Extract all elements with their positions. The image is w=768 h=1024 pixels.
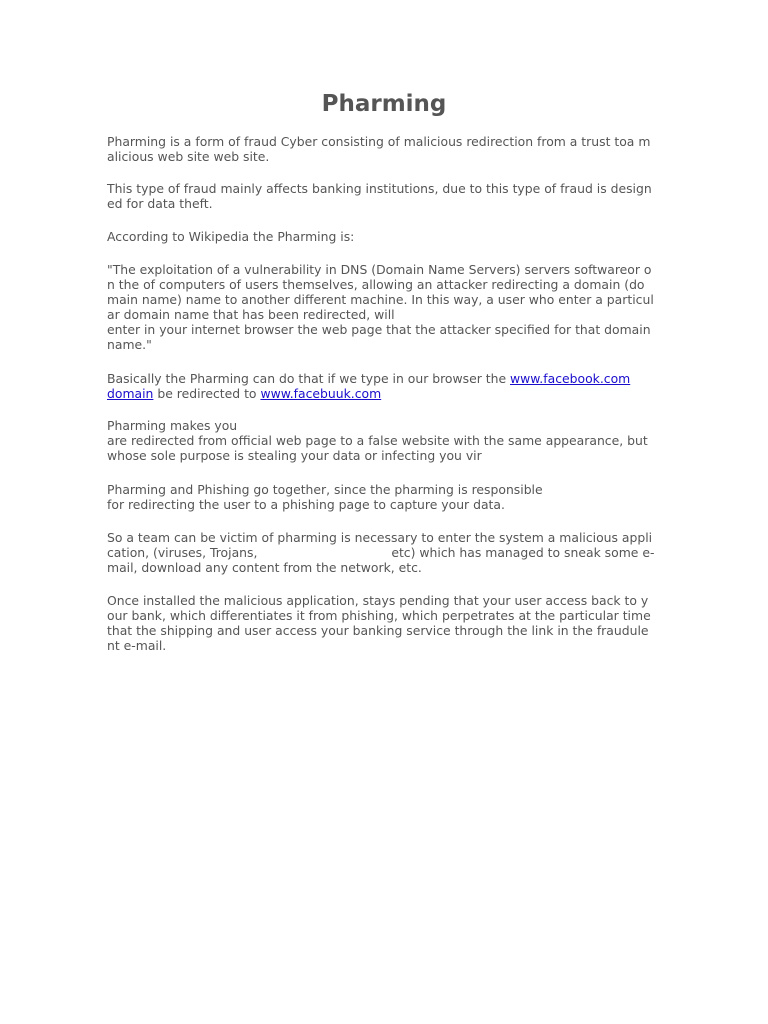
paragraph-example bbox=[107, 371, 669, 401]
facebuuk-link[interactable]: www.facebuuk.com bbox=[260, 386, 382, 401]
example-text: Basically the Pharming can do that if we type in our browser the bbox=[107, 371, 511, 386]
paragraph-installed bbox=[107, 593, 669, 653]
text-line: So a team can be victim of pharming is necessary to enter the system a malicious appli bbox=[107, 530, 653, 545]
text-line: Once installed the malicious application, stays pending that your user access back to y bbox=[107, 593, 649, 608]
text-line: Pharming is a form of fraud Cyber consisting of malicious redirection from a trust toa m bbox=[107, 134, 651, 149]
text-line bbox=[107, 386, 669, 401]
facebook-link[interactable]: www.facebook.com bbox=[510, 371, 631, 386]
text-line: Pharming and Phishing go together, since the pharming is responsible bbox=[107, 482, 543, 497]
text-line: for redirecting the user to a phishing page to capture your data. bbox=[107, 497, 505, 512]
text-line: that the shipping and user access your banking service through the link in the fraudule bbox=[107, 623, 649, 638]
domain-link[interactable]: domain bbox=[107, 386, 154, 401]
text-line: ed for data theft. bbox=[107, 196, 213, 211]
paragraph-definition bbox=[107, 134, 669, 164]
text-line bbox=[107, 371, 669, 386]
text-line: cation, (viruses, Trojans, etc) which has managed to sneak some e- bbox=[107, 545, 655, 560]
text-line: are redirected from official web page to a false website with the same appearance, but bbox=[107, 433, 648, 448]
paragraph-wikipedia-intro bbox=[107, 229, 669, 244]
text-line: According to Wikipedia the Pharming is: bbox=[107, 229, 355, 244]
paragraph-redirect bbox=[107, 418, 669, 463]
text-line: mail, download any content from the network, etc. bbox=[107, 560, 422, 575]
text-line: ar domain name that has been redirected, will bbox=[107, 307, 395, 322]
text-line: name." bbox=[107, 337, 152, 352]
paragraph-victim bbox=[107, 530, 669, 575]
text-line: alicious web site web site. bbox=[107, 149, 270, 164]
paragraph-banking bbox=[107, 181, 669, 211]
text-line: enter in your internet browser the web page that the attacker specified for that domain bbox=[107, 322, 651, 337]
text-line: n the of computers of users themselves, allowing an attacker redirecting a domain (do bbox=[107, 277, 645, 292]
paragraph-phishing bbox=[107, 482, 669, 512]
text-line: main name) name to another different machine. In this way, a user who enter a particul bbox=[107, 292, 654, 307]
example-text: be redirected to bbox=[153, 386, 261, 401]
text-line: This type of fraud mainly affects banking institutions, due to this type of fraud is design bbox=[107, 181, 652, 196]
text-line: whose sole purpose is stealing your data or infecting you vir bbox=[107, 448, 482, 463]
page-title: Pharming bbox=[321, 91, 447, 117]
text-line: our bank, which differentiates it from phishing, which perpetrates at the particular time bbox=[107, 608, 651, 623]
text-line: nt e-mail. bbox=[107, 638, 167, 653]
text-line: Pharming makes you bbox=[107, 418, 238, 433]
paragraph-quote bbox=[107, 262, 669, 352]
text-line: "The exploitation of a vulnerability in DNS (Domain Name Servers) servers softwareor o bbox=[107, 262, 652, 277]
